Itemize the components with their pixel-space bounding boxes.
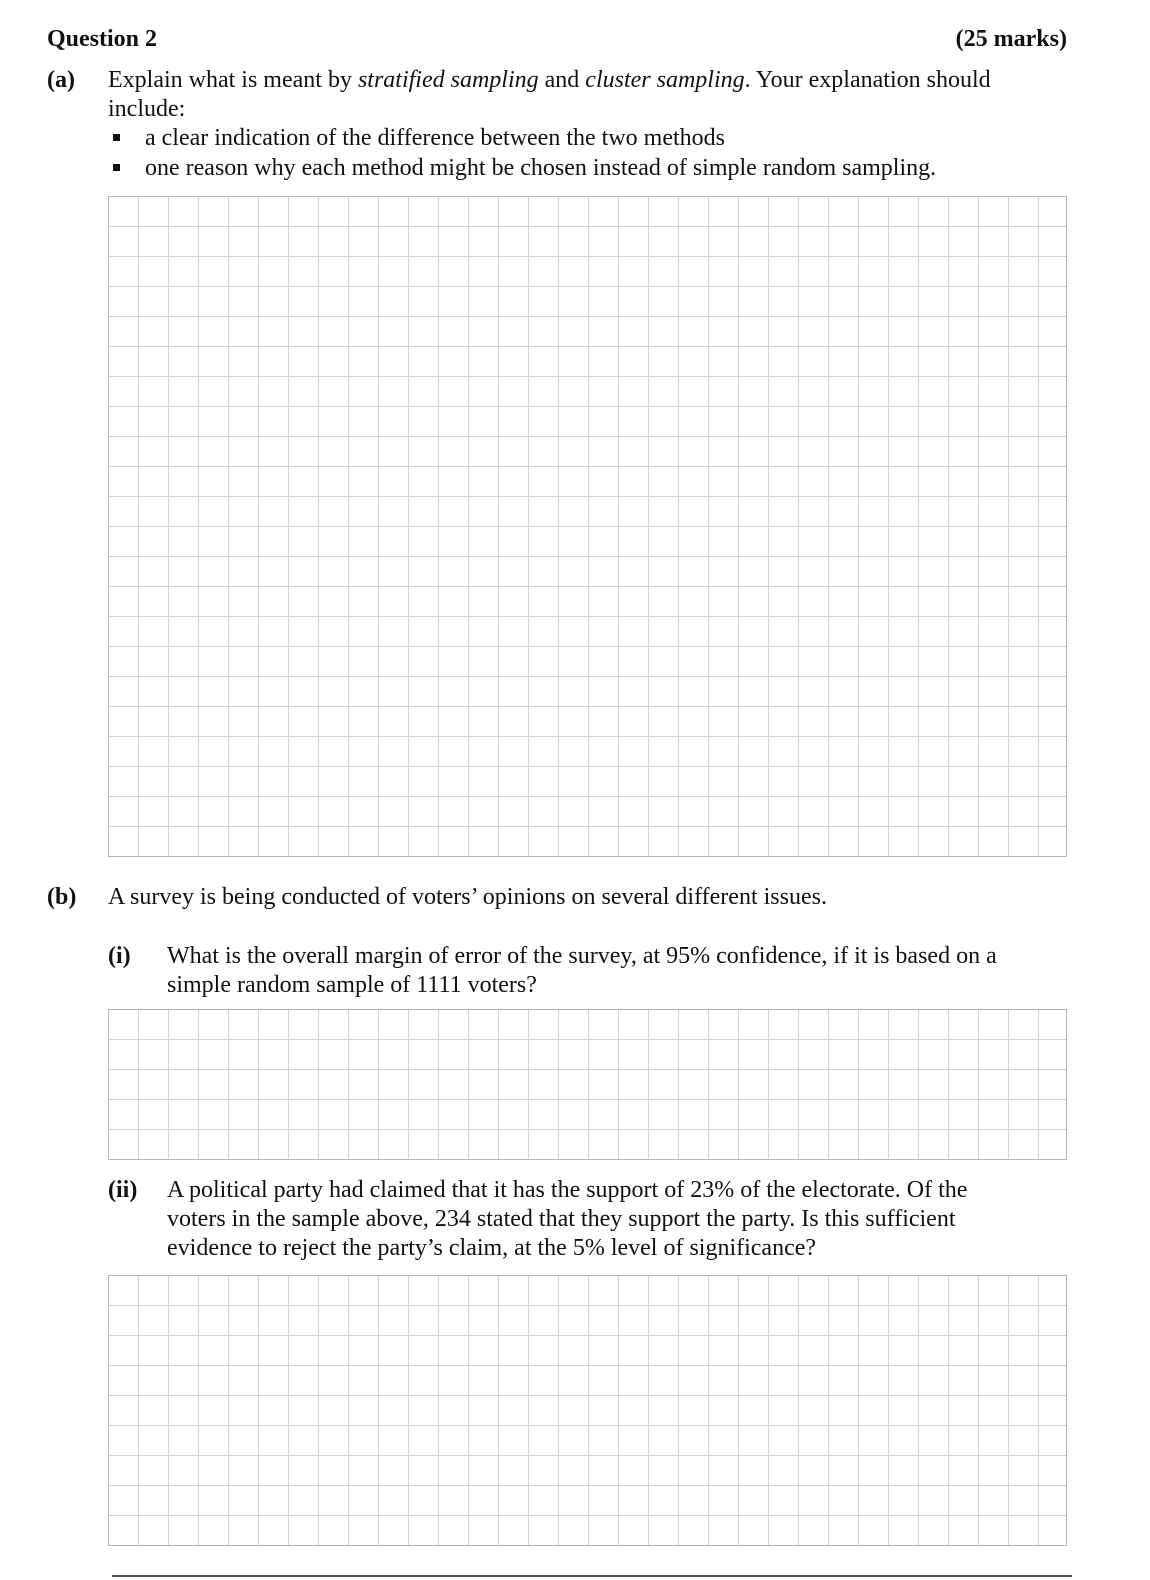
prompt-text: . Your explanation should — [744, 67, 991, 93]
part-a-prompt-line1 — [108, 66, 991, 95]
part-a-label: (a) — [47, 67, 75, 93]
prompt-text: and — [538, 67, 586, 93]
part-b-ii-label: (ii) — [108, 1177, 138, 1203]
answer-grid-part-b-ii[interactable] — [108, 1275, 1067, 1546]
answer-grid-part-a[interactable] — [108, 196, 1067, 857]
part-b-intro: A survey is being conducted of voters’ opinions on several different issues. — [108, 884, 827, 910]
prompt-text: Explain what is meant by — [108, 67, 358, 93]
question-title: Question 2 — [47, 26, 158, 52]
page-bottom-rule — [112, 1575, 1072, 1577]
bullet-item: one reason why each method might be chosen instead of simple random sampling. — [145, 155, 937, 181]
part-b-ii-line2: voters in the sample above, 234 stated that they support the party. Is this sufficient — [167, 1206, 956, 1232]
part-a-prompt-line2: include: — [108, 96, 186, 122]
bullet-square-icon — [113, 134, 120, 141]
marks-label: (25 marks) — [955, 26, 1067, 52]
answer-grid-part-b-i[interactable] — [108, 1009, 1067, 1160]
part-b-label: (b) — [47, 884, 77, 910]
term-stratified-sampling: stratified sampling — [357, 67, 539, 93]
term-cluster-sampling: cluster sampling — [585, 67, 745, 93]
part-b-i-line2: simple random sample of 1111 voters? — [167, 972, 537, 998]
part-b-ii-line3: evidence to reject the party’s claim, at the 5% level of significance? — [167, 1235, 817, 1261]
bullet-square-icon — [113, 164, 120, 171]
bullet-item: a clear indication of the difference between the two methods — [145, 125, 725, 151]
part-b-ii-line1: A political party had claimed that it has the support of 23% of the electorate. Of the — [167, 1177, 968, 1203]
part-b-i-label: (i) — [108, 943, 131, 969]
part-b-i-line1: What is the overall margin of error of the survey, at 95% confidence, if it is based on a — [167, 943, 997, 969]
